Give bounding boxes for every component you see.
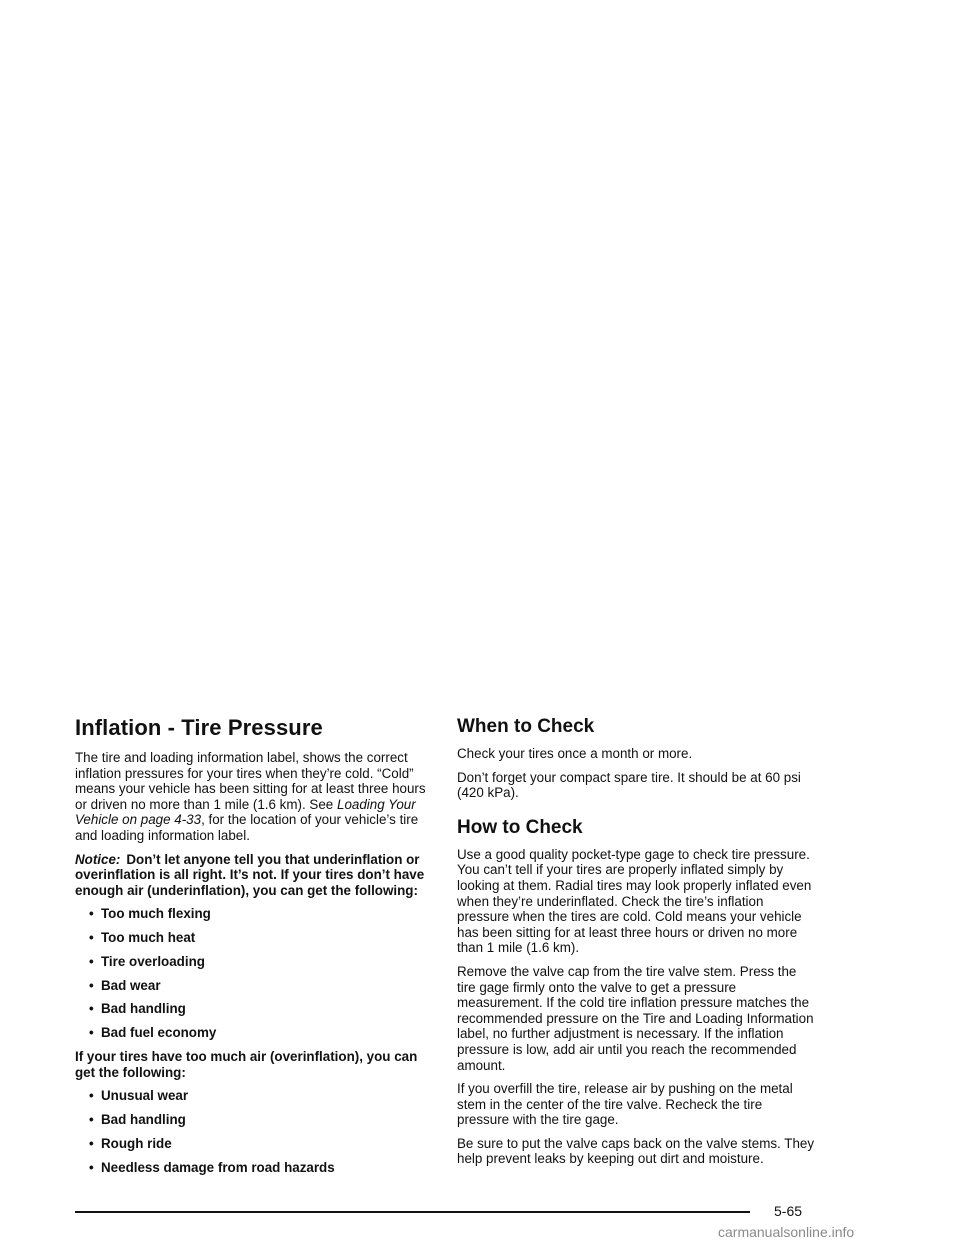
right-column — [457, 714, 817, 1175]
intro-text-after: , for the location of your vehicle’s tire and loading information label. — [75, 812, 419, 843]
notice-paragraph — [75, 852, 439, 899]
section-title-when-to-check: When to Check — [457, 716, 595, 737]
left-column — [75, 714, 439, 1183]
list-item: • Rough ride — [89, 1136, 439, 1152]
paragraph: If you overfill the tire, release air by pushing on the metal stem in the center of the tire valve. Recheck the tire pressure with the tire gage. — [457, 1081, 793, 1128]
cross-reference-link[interactable]: Loading Your Vehicle on page 4-33 — [75, 796, 416, 828]
list-item: • Bad handling — [89, 1001, 439, 1017]
list-item: • Bad handling — [89, 1112, 439, 1128]
watermark: carmanualsonline.info — [718, 1224, 855, 1240]
list-item: • Needless damage from road hazards — [89, 1160, 439, 1176]
list-item: • Too much flexing — [89, 906, 439, 922]
paragraph: Don’t forget your compact spare tire. It should be at 60 psi (420 kPa). — [457, 769, 801, 801]
paragraph: Use a good quality pocket-type gage to check tire pressure. You can’t tell if your tires are properly inflated simply by looking at them. Radial tires may look properly inflated even when they’re underinflated. Check the tire’s inflation pressure when the tires are cold. Cold means your vehicle has been sitting for at least three hours or driven no more than 1 mile (1.6 km). — [457, 846, 812, 956]
list-item: • Tire overloading — [89, 954, 439, 970]
notice-text: Don’t let anyone tell you that underinflation or overinflation is all right. It’s not. If your tires don’t have enough air (underinflation), you can get the following: — [75, 851, 425, 898]
page-number: 5-65 — [774, 1203, 803, 1219]
list-item: • Bad wear — [89, 978, 439, 994]
overinflation-intro: If your tires have too much air (overinflation), you can get the following: — [75, 1049, 418, 1080]
paragraph: Check your tires once a month or more. — [457, 746, 693, 761]
paragraph: Be sure to put the valve caps back on the valve stems. They help prevent leaks by keeping out dirt and moisture. — [457, 1135, 815, 1167]
underinflation-list — [75, 906, 439, 1041]
footer-rule — [75, 1211, 750, 1213]
list-item: • Bad fuel economy — [89, 1025, 439, 1041]
paragraph: Remove the valve cap from the tire valve stem. Press the tire gage firmly onto the valve to get a pressure measurement. If the cold tire inflation pressure matches the recommended pressure on the Tire and Loading Information label, no further adjustment is necessary. If the inflation pressure is low, add air until you reach the recommended amount. — [457, 963, 814, 1073]
section-title-how-to-check: How to Check — [457, 816, 583, 838]
list-item: • Unusual wear — [89, 1088, 439, 1104]
intro-paragraph — [75, 750, 439, 844]
notice-label: Notice: — [75, 851, 121, 867]
section-title-inflation: Inflation - Tire Pressure — [75, 715, 323, 740]
list-item: • Too much heat — [89, 930, 439, 946]
intro-text-before: The tire and loading information label, shows the correct inflation pressures for your tires when they’re cold. “Cold” means your vehicle has been sitting for at least three hours or driven no more than 1 mile (1.6 km). See — [75, 750, 426, 812]
overinflation-list — [75, 1088, 439, 1175]
